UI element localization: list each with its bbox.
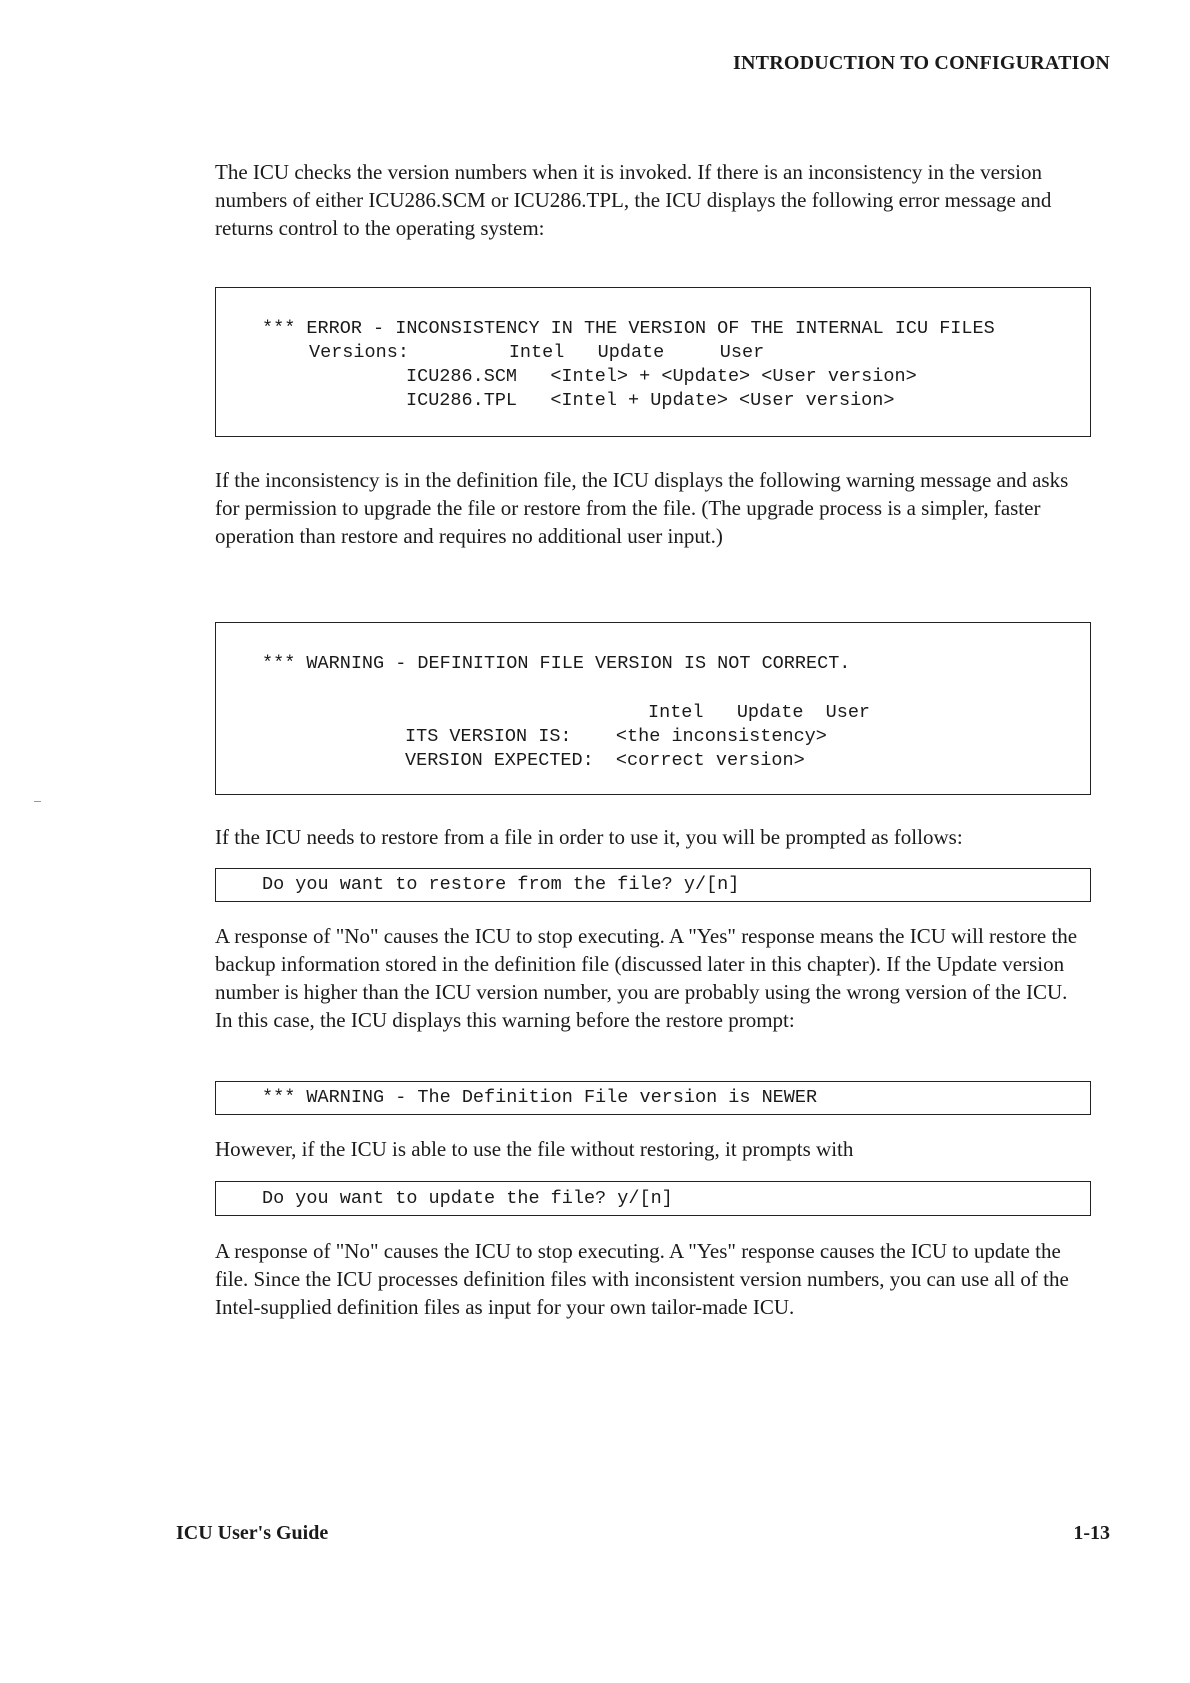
paragraph-update-response: A response of "No" causes the ICU to stop executing. A "Yes" response causes the ICU to update the file. Since the ICU processes definition files with inconsistent version numbers, you can use all of the Intel-supplied definition files as input for your own tailor-made ICU. <box>215 1239 1069 1319</box>
warning-line-2: Intel Update User <box>648 702 871 723</box>
error-line-2: Versions: Intel Update User <box>309 342 765 363</box>
warning-line-3: ITS VERSION IS: <the inconsistency> <box>405 726 827 747</box>
error-line-3: ICU286.SCM <Intel> + <Update> <User version> <box>406 366 917 387</box>
update-prompt-text: Do you want to update the file? y/[n] <box>262 1188 673 1209</box>
error-line-1: *** ERROR - INCONSISTENCY IN THE VERSION OF THE INTERNAL ICU FILES <box>262 318 995 339</box>
running-header: INTRODUCTION TO CONFIGURATION <box>733 52 1110 74</box>
error-message-box <box>215 287 1091 437</box>
newer-warning-box <box>215 1081 1091 1115</box>
margin-mark <box>34 801 41 802</box>
paragraph-update-intro: However, if the ICU is able to use the file without restoring, it prompts with <box>215 1137 854 1161</box>
update-prompt-box <box>215 1181 1091 1216</box>
footer-page-number: 1-13 <box>1073 1522 1110 1544</box>
warning-line-1: *** WARNING - DEFINITION FILE VERSION IS NOT CORRECT. <box>262 653 851 674</box>
paragraph-restore-response: A response of "No" causes the ICU to stop executing. A "Yes" response means the ICU will restore the backup information stored in the definition file (discussed later in this chapter). If the Update version number is higher than the ICU version number, you are probably using the wrong version of the ICU. In this case, the ICU displays this warning before the restore prompt: <box>215 924 1078 1032</box>
newer-warning-text: *** WARNING - The Definition File version is NEWER <box>262 1087 818 1108</box>
warning-line-4: VERSION EXPECTED: <correct version> <box>405 750 805 771</box>
paragraph-version-check: The ICU checks the version numbers when it is invoked. If there is an inconsistency in the version numbers of either ICU286.SCM or ICU286.TPL, the ICU displays the following error message and returns control to the operating system: <box>215 160 1052 240</box>
restore-prompt-text: Do you want to restore from the file? y/[n] <box>262 874 740 895</box>
error-line-4: ICU286.TPL <Intel + Update> <User version> <box>406 390 895 411</box>
paragraph-restore-intro: If the ICU needs to restore from a file in order to use it, you will be prompted as follows: <box>215 825 963 849</box>
restore-prompt-box <box>215 868 1091 902</box>
footer-guide-title: ICU User's Guide <box>176 1522 329 1544</box>
paragraph-definition-inconsistency: If the inconsistency is in the definition file, the ICU displays the following warning message and asks for permission to upgrade the file or restore from the file. (The upgrade process is a simpler, faster operation than restore and requires no additional user input.) <box>215 468 1069 548</box>
warning-message-box <box>215 622 1091 795</box>
